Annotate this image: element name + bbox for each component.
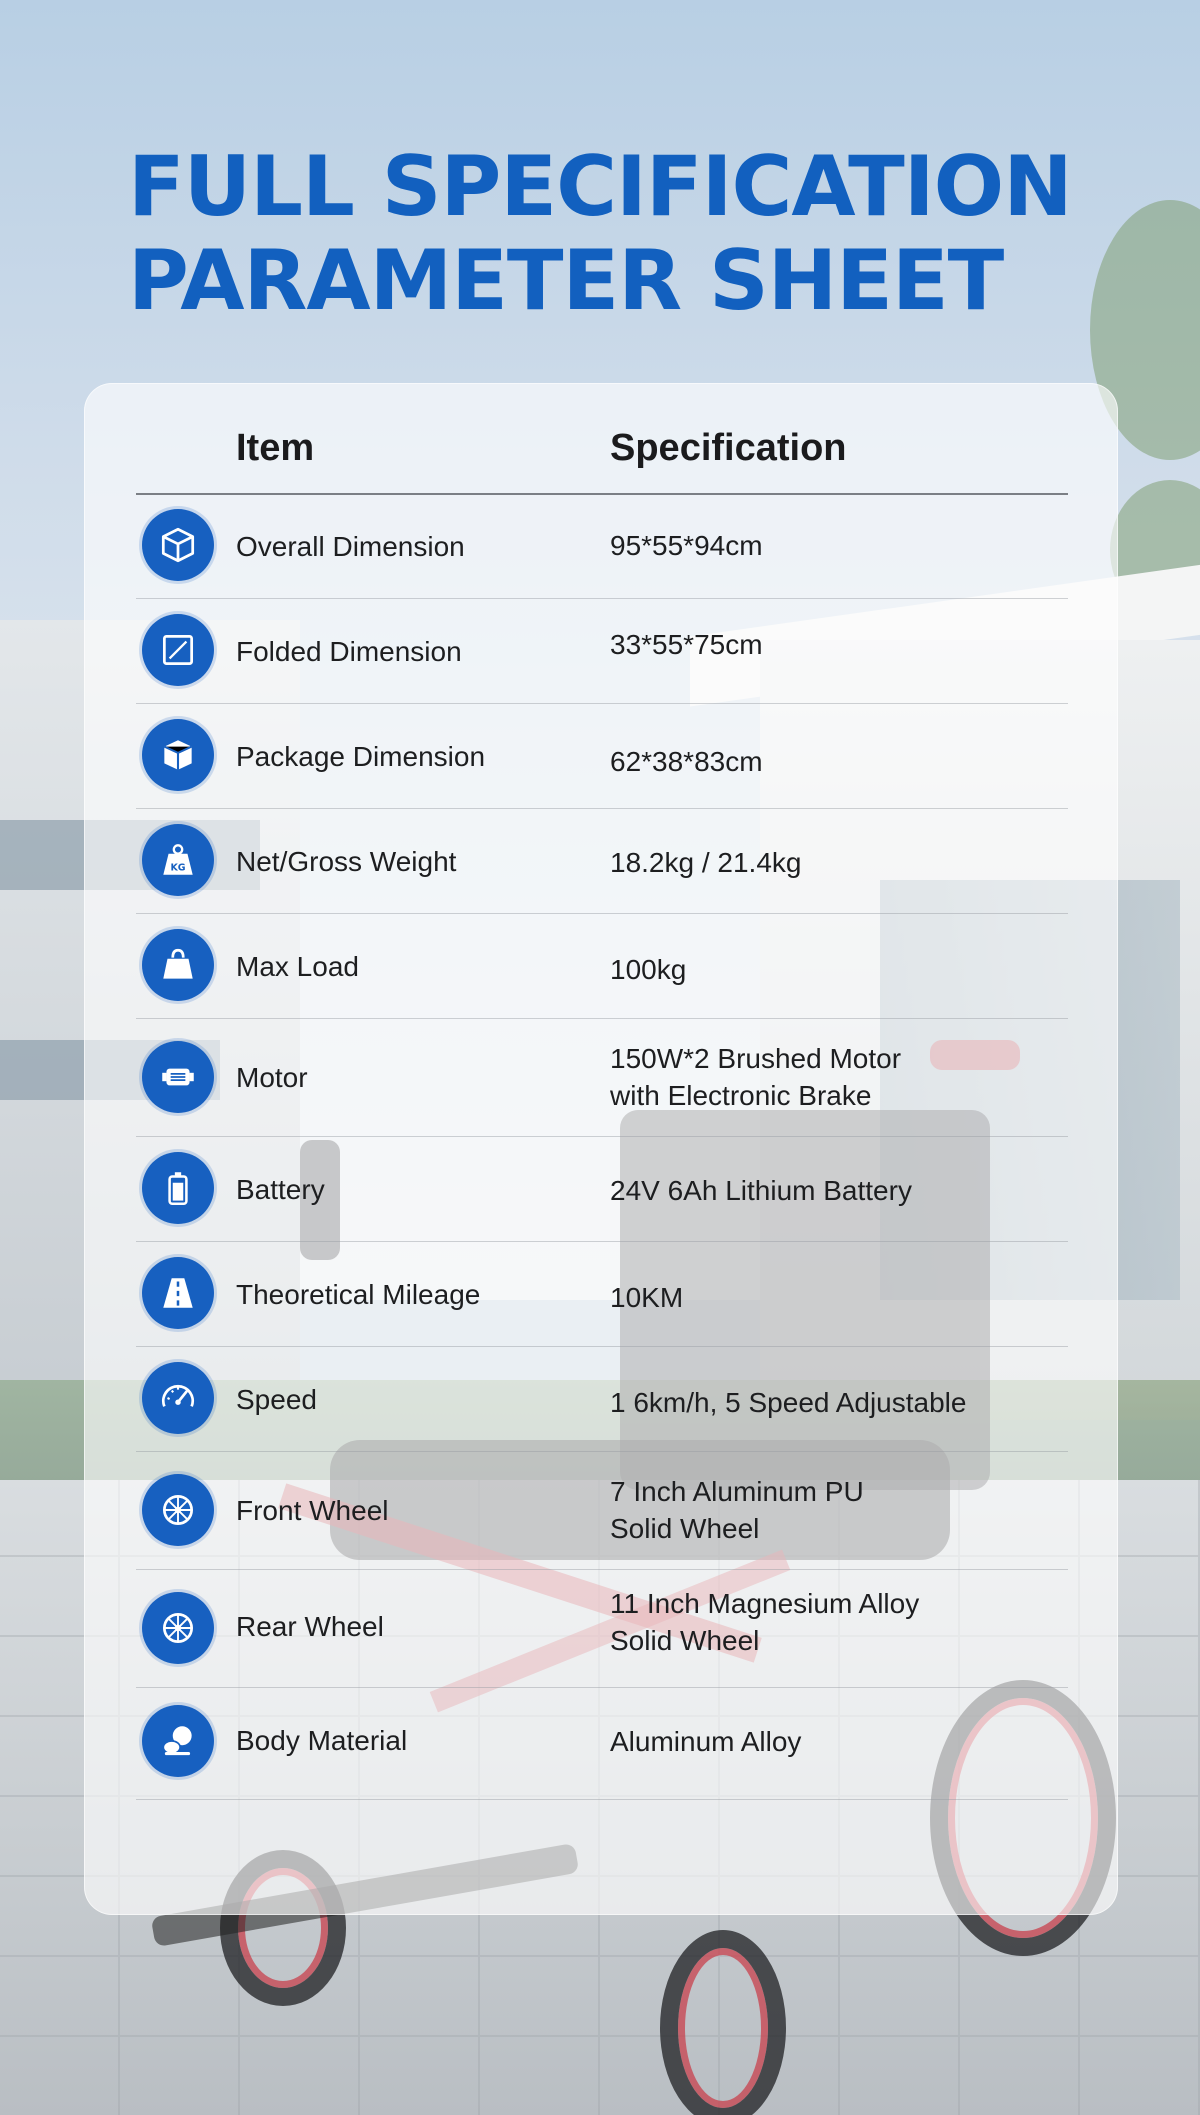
row-spec <box>610 1585 919 1659</box>
row-item: Motor <box>236 1062 308 1093</box>
row-item: Front Wheel <box>236 1495 389 1526</box>
table-row <box>136 1136 1068 1242</box>
row-spec <box>610 1384 966 1421</box>
table-row <box>136 913 1068 1019</box>
spec-table <box>84 383 1118 1915</box>
spec-line: 150W*2 Brushed Motor <box>610 1043 902 1074</box>
row-spec <box>610 951 686 988</box>
row-spec <box>610 1723 801 1760</box>
row-spec <box>610 626 763 663</box>
wheel-icon <box>142 1474 214 1546</box>
spec-line: 33*55*75cm <box>610 629 763 660</box>
row-item: Rear Wheel <box>236 1611 384 1642</box>
row-spec <box>610 1172 912 1209</box>
spec-line: 7 Inch Aluminum PU <box>610 1476 864 1507</box>
folded-square-icon <box>142 614 214 686</box>
row-item: Folded Dimension <box>236 636 462 667</box>
row-item: Speed <box>236 1384 317 1415</box>
motor-icon <box>142 1041 214 1113</box>
spec-line: 62*38*83cm <box>610 746 763 777</box>
title-line-2: PARAMETER SHEET <box>128 232 1004 329</box>
spec-line: 100kg <box>610 954 687 985</box>
table-row <box>136 493 1068 599</box>
table-row <box>136 1018 1068 1137</box>
wheelchair-front-wheel <box>660 1930 786 2115</box>
load-weight-icon <box>142 929 214 1001</box>
spec-line: Solid Wheel <box>610 1513 760 1544</box>
spec-line: 18.2kg / 21.4kg <box>610 847 802 878</box>
row-item: Package Dimension <box>236 741 486 772</box>
row-item: Body Material <box>236 1725 408 1756</box>
spec-line: 1 6km/h, 5 Speed Adjustable <box>610 1387 967 1418</box>
speedometer-icon <box>142 1362 214 1434</box>
table-row <box>136 1451 1068 1570</box>
table-row <box>136 1241 1068 1347</box>
row-item: Net/Gross Weight <box>236 846 457 877</box>
battery-icon <box>142 1152 214 1224</box>
kg-weight-icon <box>142 824 214 896</box>
page-title <box>128 140 1072 328</box>
table-row <box>136 598 1068 704</box>
spec-line: Aluminum Alloy <box>610 1726 802 1757</box>
svg-text:KG: KG <box>170 862 186 874</box>
spec-line: 10KM <box>610 1282 684 1313</box>
wheel-icon <box>142 1592 214 1664</box>
road-icon <box>142 1257 214 1329</box>
row-spec <box>610 1279 683 1316</box>
table-row <box>136 703 1068 809</box>
cube-icon <box>142 509 214 581</box>
header-item: Item <box>236 427 315 469</box>
spec-line: 24V 6Ah Lithium Battery <box>610 1175 912 1206</box>
spec-line: with Electronic Brake <box>610 1080 872 1111</box>
table-row <box>136 808 1068 914</box>
row-spec <box>610 527 763 564</box>
row-spec <box>610 743 763 780</box>
table-row <box>136 1687 1068 1800</box>
row-item: Battery <box>236 1174 325 1205</box>
table-header <box>136 383 1068 495</box>
row-spec <box>610 1040 901 1114</box>
row-item: Overall Dimension <box>236 531 465 562</box>
spec-line: 11 Inch Magnesium Alloy <box>610 1588 920 1619</box>
spec-line: 95*55*94cm <box>610 530 763 561</box>
package-box-icon <box>142 719 214 791</box>
row-item: Max Load <box>236 951 359 982</box>
table-row <box>136 1346 1068 1452</box>
table-row <box>136 1569 1068 1688</box>
header-specification: Specification <box>610 427 847 469</box>
row-spec <box>610 1473 864 1547</box>
row-item: Theoretical Mileage <box>236 1279 481 1310</box>
spec-line: Solid Wheel <box>610 1625 760 1656</box>
row-spec <box>610 844 801 881</box>
title-line-1: FULL SPECIFICATION <box>128 138 1072 235</box>
material-icon <box>142 1705 214 1777</box>
